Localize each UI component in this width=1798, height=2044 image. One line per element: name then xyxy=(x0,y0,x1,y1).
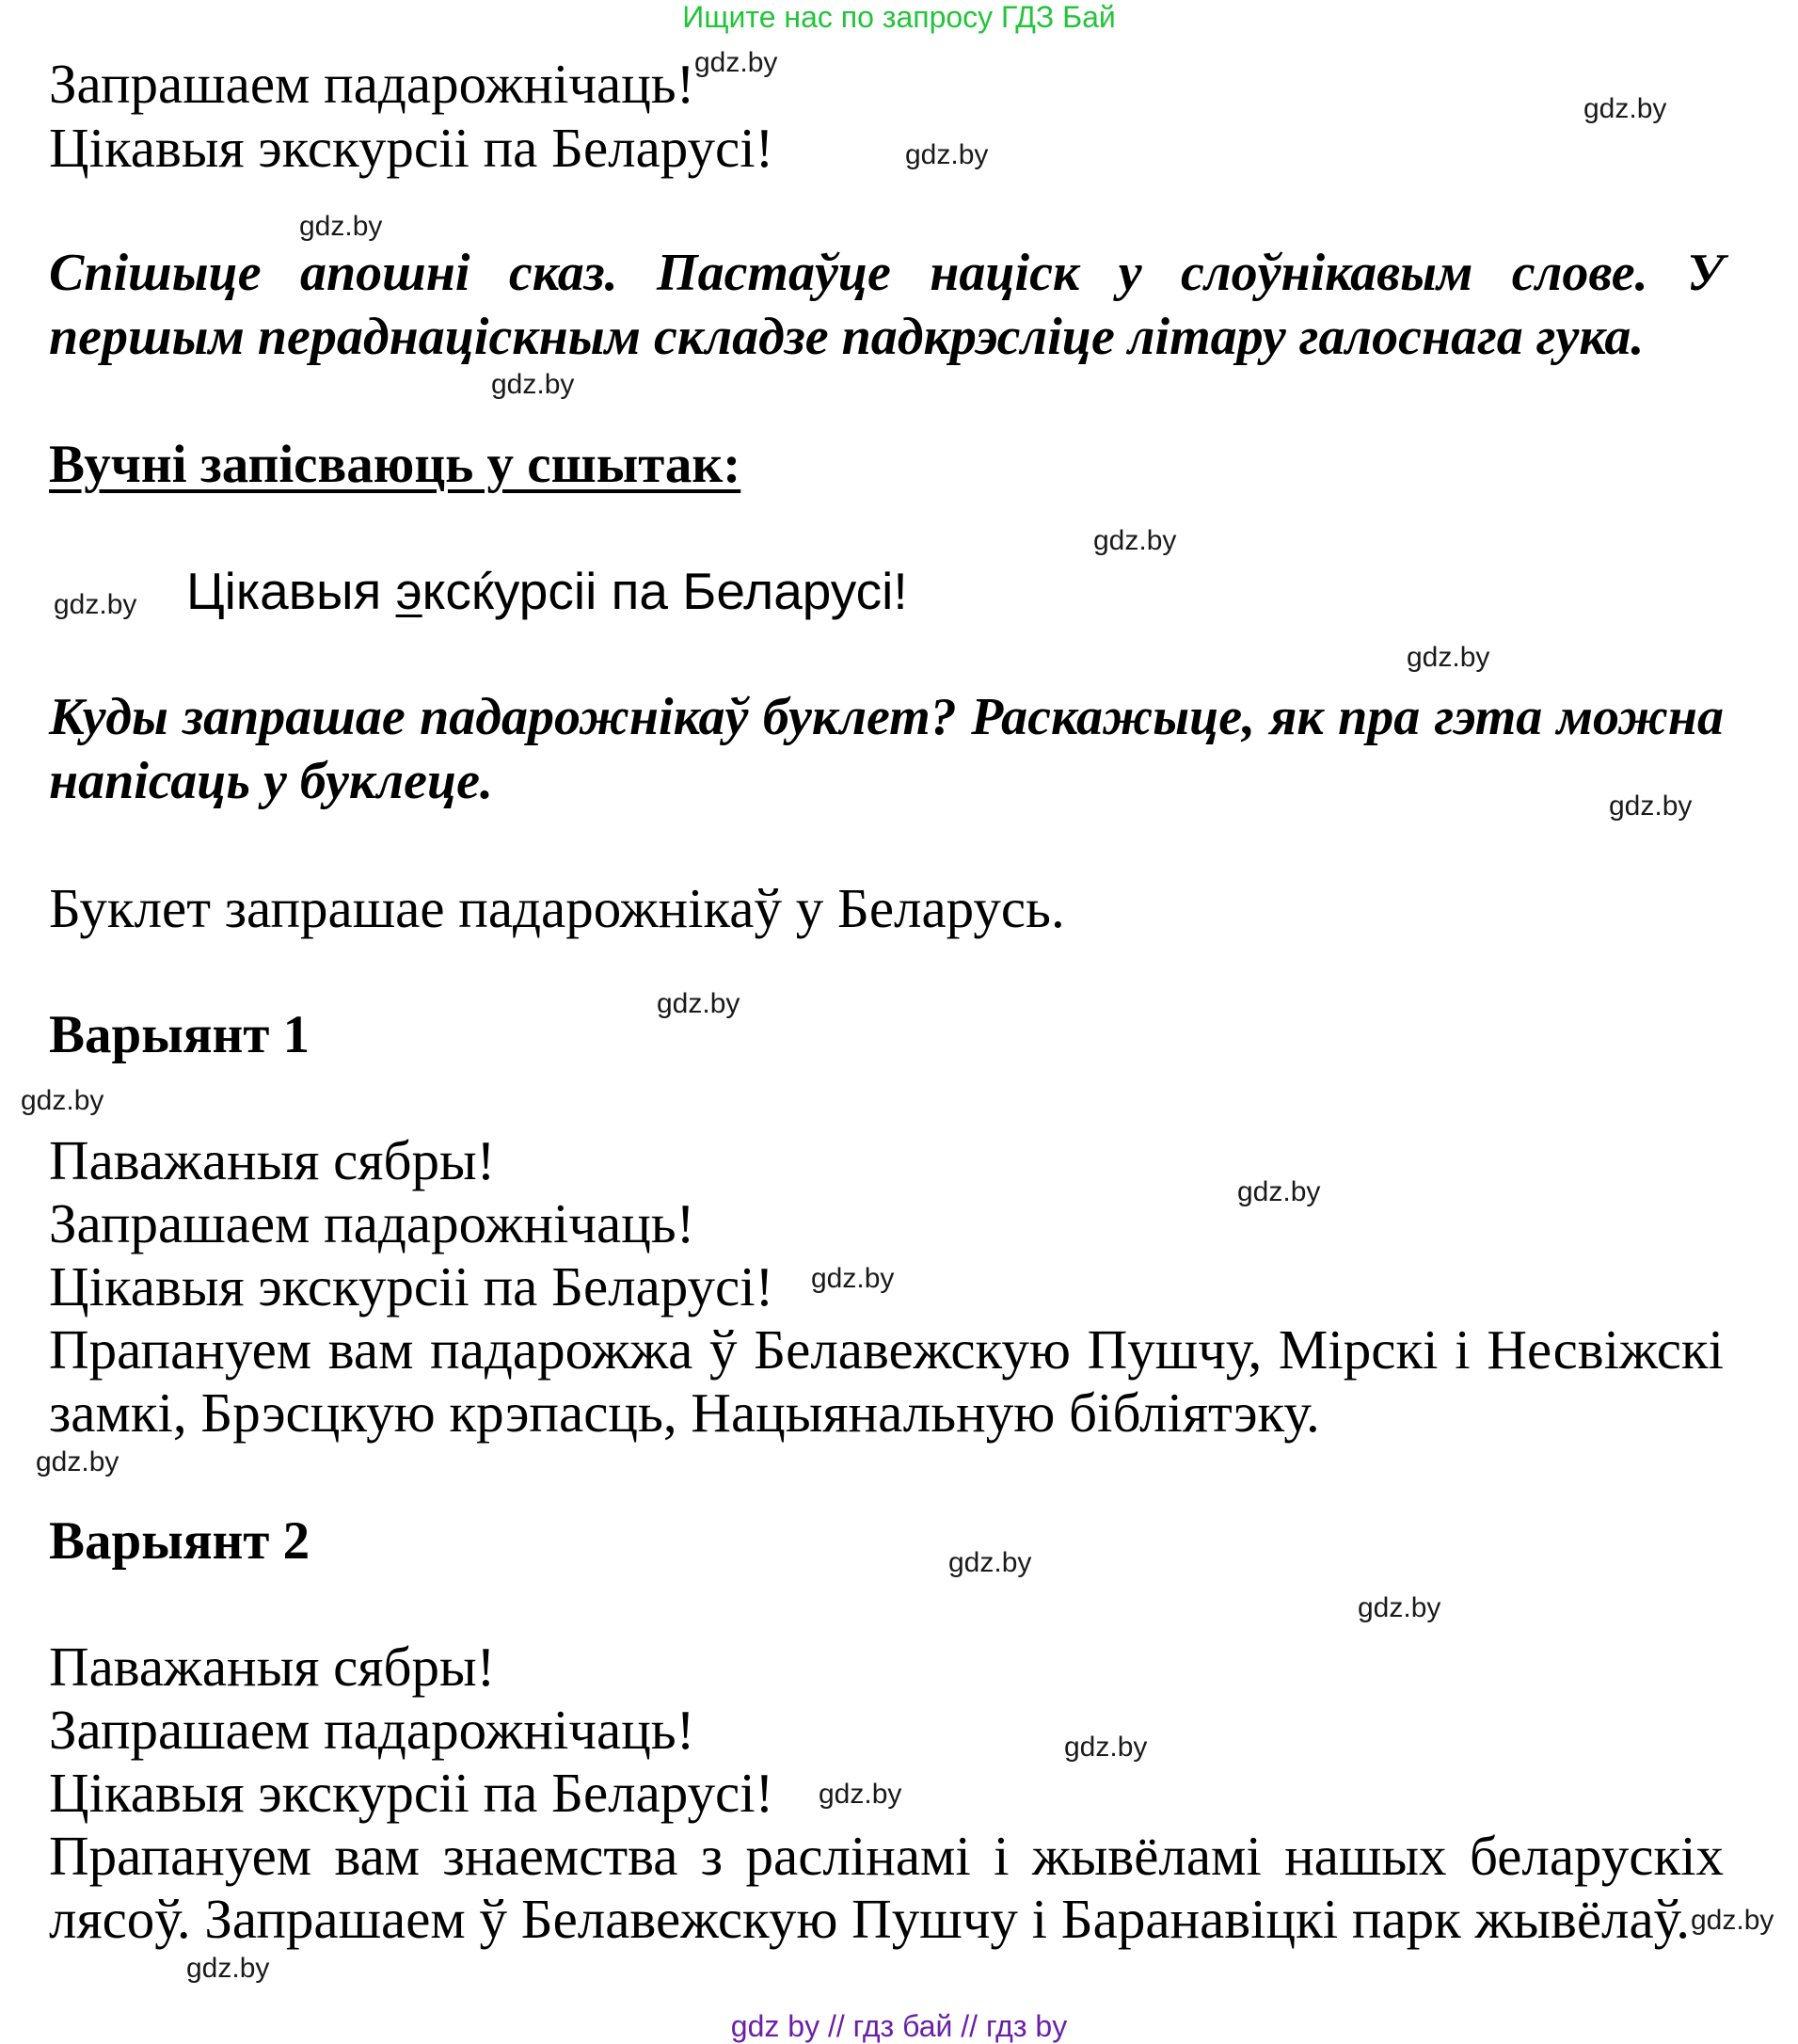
variant-2-line-3: Цікавыя экскурсіі па Беларусі! xyxy=(49,1762,774,1824)
task-2-question: Куды запрашае падарожнікаў буклет? Раскажыце, як пра гэта можна напісаць у буклеце. xyxy=(49,688,1724,810)
variant-2-title: Варыянт 2 xyxy=(49,1511,310,1571)
watermark: gdz.by xyxy=(21,1085,104,1116)
variant-1-line-2: Запрашаем падарожнічаць! xyxy=(49,1192,695,1254)
notebook-sentence-start: Цікавыя xyxy=(186,562,396,620)
watermark: gdz.by xyxy=(1691,1905,1774,1936)
notebook-sentence xyxy=(186,558,908,624)
watermark: gdz.by xyxy=(36,1446,119,1477)
watermark: gdz.by xyxy=(1064,1732,1148,1763)
watermark: gdz.by xyxy=(1093,525,1177,556)
watermark: gdz.by xyxy=(186,1953,270,1984)
watermark: gdz.by xyxy=(819,1779,902,1810)
watermark: gdz.by xyxy=(948,1547,1032,1578)
top-banner: Ищите нас по запросу ГДЗ Бай xyxy=(682,0,1116,34)
watermark: gdz.by xyxy=(1237,1176,1321,1207)
variant-2-line-2: Запрашаем падарожнічаць! xyxy=(49,1699,695,1761)
variant-1-title: Варыянт 1 xyxy=(49,1005,310,1064)
watermark: gdz.by xyxy=(1358,1592,1441,1623)
watermark: gdz.by xyxy=(1407,642,1490,673)
variant-2-line-1: Паважаныя сябры! xyxy=(49,1636,496,1698)
watermark: gdz.by xyxy=(299,211,383,242)
notebook-sentence-rest: ксќурсіі па Беларусі! xyxy=(422,562,908,620)
variant-1-line-1: Паважаныя сябры! xyxy=(49,1129,496,1191)
variant-1-paragraph: Прапануем вам падарожжа ў Белавежскую Пушчу, Мірскі і Несвіжскі замкі, Брэсцкую крэпасць, Нацыянальную бібліятэку. xyxy=(49,1318,1724,1444)
watermark: gdz.by xyxy=(1583,93,1667,124)
intro-line-2: Цікавыя экскурсіі па Беларусі! xyxy=(49,117,774,179)
variant-1-line-3: Цікавыя экскурсіі па Беларусі! xyxy=(49,1255,774,1317)
footer-links: gdz by // гдз бай // гдз by xyxy=(730,2009,1068,2043)
watermark: gdz.by xyxy=(491,369,575,400)
intro-line-1: Запрашаем падарожнічаць! xyxy=(49,53,695,115)
answer-sentence: Буклет запрашае падарожнікаў у Беларусь. xyxy=(49,877,1065,939)
variant-2-paragraph: Прапануем вам знаемства з раслінамі і жывёламі нашых беларускіх лясоў. Запрашаем ў Белавежскую Пушчу і Баранавіцкі парк жывёлаў. xyxy=(49,1825,1724,1950)
task-1-instruction: Спішыце апошні сказ. Пастаўце націск у слоўнікавым слове. У першым пераднаціскным складзе падкрэсліце літару галоснага гука. xyxy=(49,244,1724,366)
notebook-heading: Вучні запісваюць у сшытак: xyxy=(49,435,741,494)
watermark: gdz.by xyxy=(905,139,989,170)
watermark: gdz.by xyxy=(1609,790,1693,822)
watermark: gdz.by xyxy=(694,47,778,78)
watermark: gdz.by xyxy=(54,589,137,620)
watermark: gdz.by xyxy=(657,988,740,1019)
watermark: gdz.by xyxy=(811,1263,895,1294)
underlined-vowel: э xyxy=(395,562,422,620)
